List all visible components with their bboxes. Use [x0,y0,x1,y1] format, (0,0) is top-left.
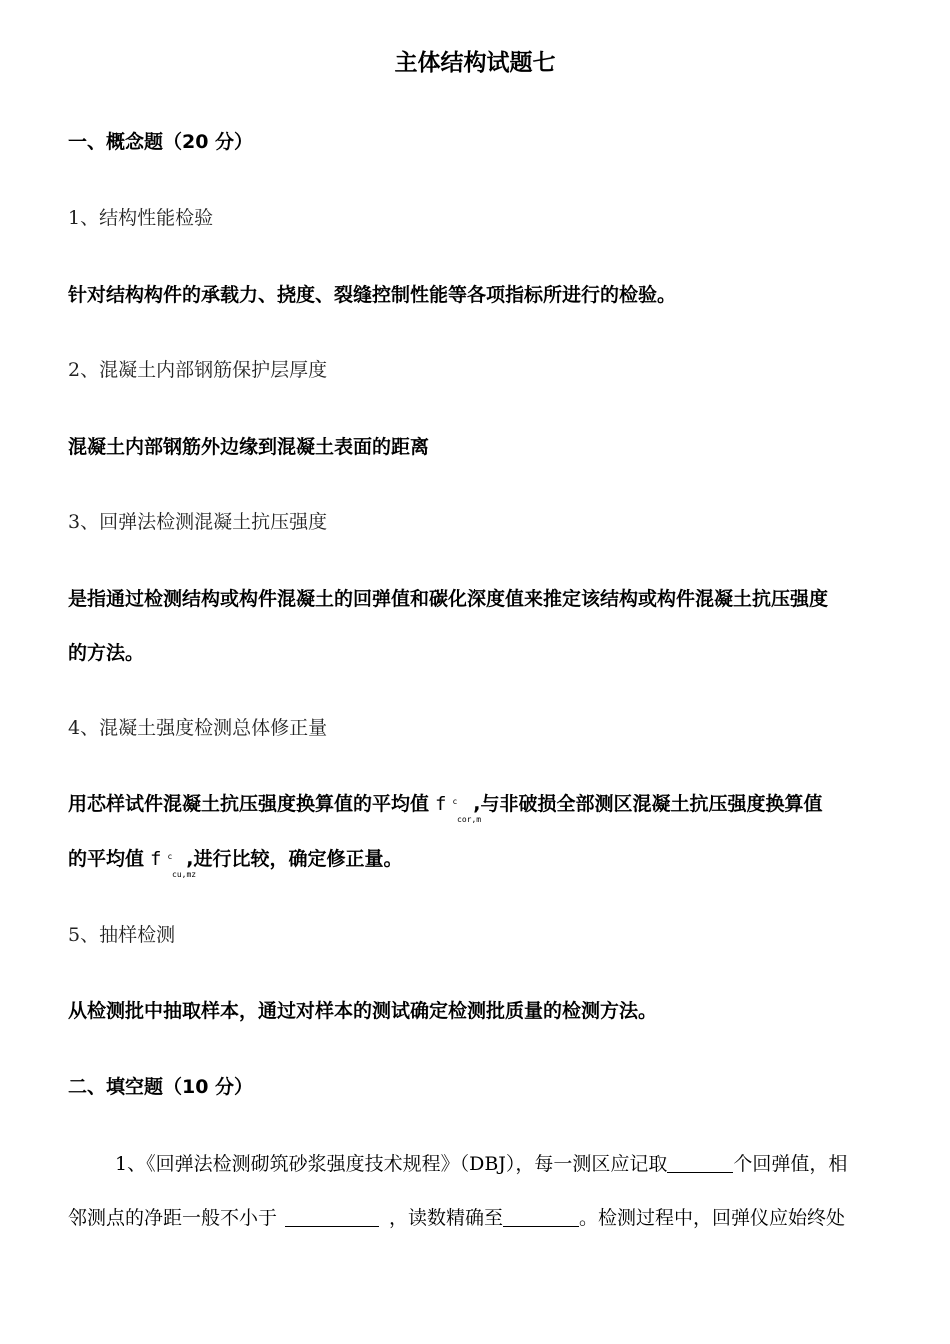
fill-text-2: 个回弹值，相 [733,1153,848,1175]
symbol-subscript: cu,mz [172,870,197,879]
answer-4-line-1 [68,791,902,824]
symbol-base: f [435,793,447,815]
question-2: 2、混凝土内部钢筋保护层厚度 [68,359,328,381]
answer-4-text-c: 的平均值 [68,848,145,870]
symbol-f-cu-mz [150,846,197,879]
question-5: 5、抽样检测 [68,924,176,946]
fill-text-3: 邻测点的净距一般不小于 [68,1207,278,1229]
answer-2: 混凝土内部钢筋外边缘到混凝土表面的距离 [68,436,430,458]
answer-4-text-a: 用芯样试件混凝土抗压强度换算值的平均值 [68,793,430,815]
answer-4-text-b: ,与非破损全部测区混凝土抗压强度换算值 [473,793,823,815]
answer-blank-3[interactable] [503,1206,579,1227]
question-3: 3、回弹法检测混凝土抗压强度 [68,511,328,533]
question-4: 4、混凝土强度检测总体修正量 [68,717,328,739]
symbol-superscript: c [167,852,173,861]
symbol-f-cor-m [435,791,482,824]
answer-blank-2[interactable] [285,1206,379,1227]
fill-text-4: ，读数精确至 [389,1207,504,1229]
symbol-subscript: cor,m [457,815,482,824]
fill-question-1-line-1 [115,1151,902,1177]
question-1: 1、结构性能检验 [68,207,214,229]
fill-text-1: 1、《回弹法检测砌筑砂浆强度技术规程》（DBJ），每一测区应记取 [115,1153,668,1175]
fill-text-5: 。检测过程中，回弹仪应始终处 [579,1207,846,1229]
section-heading-concepts: 一、概念题（20 分） [68,131,254,153]
symbol-base: f [150,848,162,870]
section-heading-fill-blank: 二、填空题（10 分） [68,1076,254,1098]
answer-blank-1[interactable] [667,1152,733,1173]
answer-3-line-1: 是指通过检测结构或构件混凝土的回弹值和碳化深度值来推定该结构或构件混凝土抗压强度 [68,588,829,610]
answer-1: 针对结构构件的承载力、挠度、裂缝控制性能等各项指标所进行的检验。 [68,284,677,306]
answer-4-line-2 [68,846,902,879]
answer-3-line-2: 的方法。 [68,642,145,664]
answer-5: 从检测批中抽取样本，通过对样本的测试确定检测批质量的检测方法。 [68,1000,658,1022]
answer-4-text-d: ,进行比较，确定修正量。 [186,848,403,870]
symbol-superscript: c [452,797,458,806]
fill-question-1-line-2 [68,1205,902,1231]
page-title: 主体结构试题七 [394,50,556,76]
